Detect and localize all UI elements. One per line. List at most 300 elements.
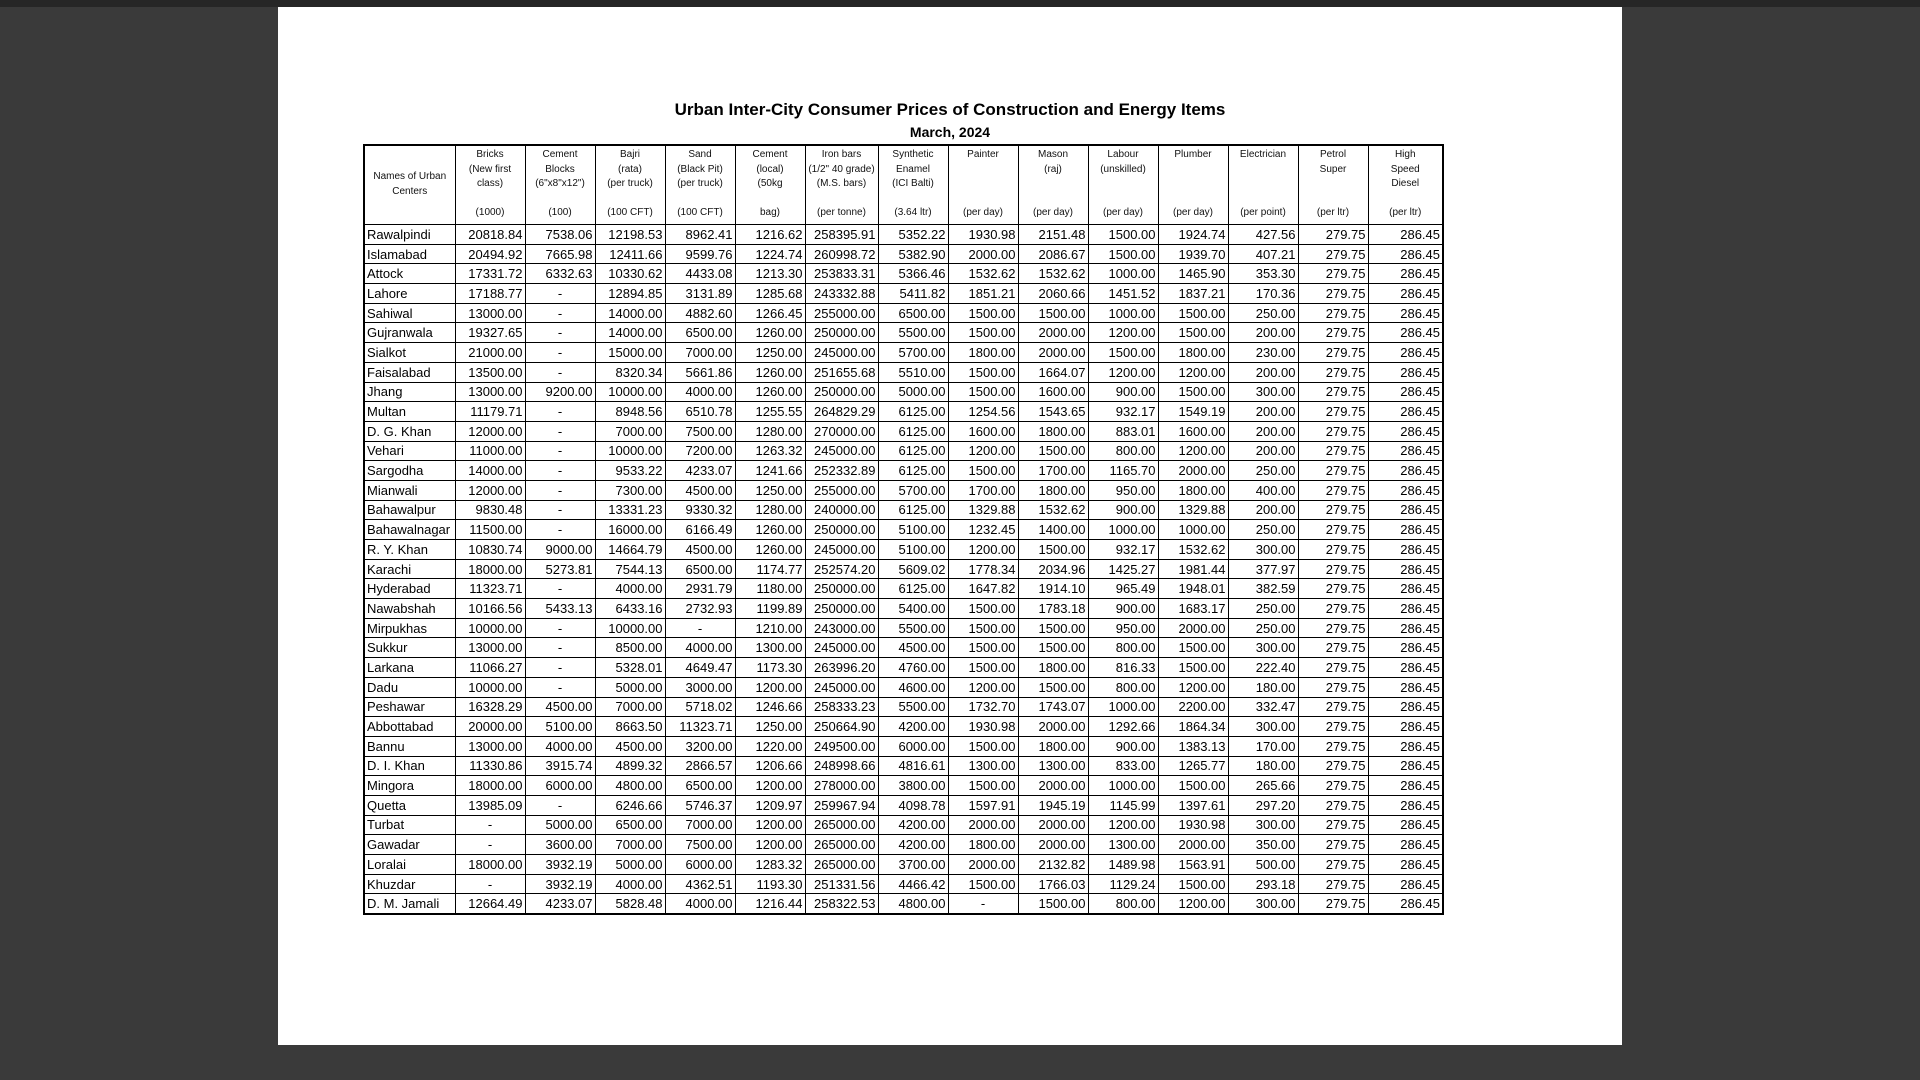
price-cell: 250.00 xyxy=(1228,461,1298,481)
price-cell: 1500.00 xyxy=(948,323,1018,343)
price-cell: 1200.00 xyxy=(1158,362,1228,382)
price-cell: 293.18 xyxy=(1228,874,1298,894)
price-cell: 5400.00 xyxy=(878,599,948,619)
price-cell: 20494.92 xyxy=(455,244,525,264)
price-cell: 258395.91 xyxy=(805,225,878,245)
price-cell: 222.40 xyxy=(1228,658,1298,678)
price-cell: 6500.00 xyxy=(665,323,735,343)
price-cell: 6125.00 xyxy=(878,579,948,599)
price-cell: 286.45 xyxy=(1368,815,1443,835)
price-cell: 16328.29 xyxy=(455,697,525,717)
table-row xyxy=(364,402,1443,422)
price-cell: 18000.00 xyxy=(455,776,525,796)
price-cell: 279.75 xyxy=(1298,599,1368,619)
price-cell: 5700.00 xyxy=(878,343,948,363)
column-header-line: Bajri xyxy=(619,149,640,160)
price-cell: 1129.24 xyxy=(1088,874,1158,894)
price-cell: 6000.00 xyxy=(878,736,948,756)
price-cell: 19327.65 xyxy=(455,323,525,343)
table-row xyxy=(364,303,1443,323)
column-header xyxy=(1228,145,1298,225)
price-cell: 1800.00 xyxy=(948,343,1018,363)
column-header-line: Synthetic xyxy=(892,149,934,160)
price-cell: 2151.48 xyxy=(1018,225,1088,245)
price-cell: - xyxy=(525,323,595,343)
price-cell: 10830.74 xyxy=(455,540,525,560)
column-unit: (per day) xyxy=(1172,207,1213,219)
price-cell: 1500.00 xyxy=(1088,225,1158,245)
column-header-line: (raj) xyxy=(1044,163,1062,175)
price-cell: 1265.77 xyxy=(1158,756,1228,776)
price-cell: 1200.00 xyxy=(1088,323,1158,343)
price-cell: - xyxy=(525,362,595,382)
price-cell: - xyxy=(525,480,595,500)
price-cell: - xyxy=(525,402,595,422)
price-cell: 279.75 xyxy=(1298,284,1368,304)
price-cell: 9330.32 xyxy=(665,500,735,520)
price-cell: 1500.00 xyxy=(1158,874,1228,894)
price-cell: 300.00 xyxy=(1228,540,1298,560)
price-cell: 12000.00 xyxy=(455,421,525,441)
price-cell: 1800.00 xyxy=(1158,343,1228,363)
price-cell: 1500.00 xyxy=(1018,303,1088,323)
price-cell: 1173.30 xyxy=(735,658,805,678)
price-cell: 279.75 xyxy=(1298,480,1368,500)
price-cell: 1500.00 xyxy=(1018,441,1088,461)
price-cell: 286.45 xyxy=(1368,579,1443,599)
price-cell: 7000.00 xyxy=(665,815,735,835)
price-cell: 7538.06 xyxy=(525,225,595,245)
price-cell: 286.45 xyxy=(1368,284,1443,304)
city-name-cell: Lahore xyxy=(364,284,455,304)
table-row xyxy=(364,480,1443,500)
price-cell: 13000.00 xyxy=(455,638,525,658)
price-cell: 6125.00 xyxy=(878,441,948,461)
price-cell: 1500.00 xyxy=(948,362,1018,382)
price-cell: 7000.00 xyxy=(595,421,665,441)
price-cell: 4600.00 xyxy=(878,677,948,697)
price-cell: 2000.00 xyxy=(1018,343,1088,363)
price-cell: 4233.07 xyxy=(665,461,735,481)
price-cell: 297.20 xyxy=(1228,795,1298,815)
price-cell: 2000.00 xyxy=(948,244,1018,264)
price-cell: - xyxy=(665,618,735,638)
price-cell: 1260.00 xyxy=(735,362,805,382)
city-name-cell: D. I. Khan xyxy=(364,756,455,776)
column-header xyxy=(948,145,1018,225)
price-cell: 1224.74 xyxy=(735,244,805,264)
price-cell: 286.45 xyxy=(1368,520,1443,540)
price-cell: 258333.23 xyxy=(805,697,878,717)
price-cell: 6125.00 xyxy=(878,461,948,481)
price-cell: 200.00 xyxy=(1228,441,1298,461)
price-cell: 4000.00 xyxy=(665,638,735,658)
price-cell: 3932.19 xyxy=(525,874,595,894)
price-cell: 245000.00 xyxy=(805,638,878,658)
price-cell: 1500.00 xyxy=(1158,382,1228,402)
table-row xyxy=(364,599,1443,619)
price-cell: 2000.00 xyxy=(948,815,1018,835)
price-cell: - xyxy=(525,500,595,520)
price-cell: 11323.71 xyxy=(665,717,735,737)
price-cell: 1000.00 xyxy=(1088,303,1158,323)
price-cell: 1800.00 xyxy=(1018,736,1088,756)
price-cell: 279.75 xyxy=(1298,402,1368,422)
document-title: Urban Inter-City Consumer Prices of Construction and Energy Items xyxy=(674,100,1226,119)
price-cell: 1837.21 xyxy=(1158,284,1228,304)
table-row xyxy=(364,264,1443,284)
table-row xyxy=(364,382,1443,402)
city-name-cell: Larkana xyxy=(364,658,455,678)
price-cell: - xyxy=(525,677,595,697)
price-cell: 1683.17 xyxy=(1158,599,1228,619)
price-cell: 5500.00 xyxy=(878,323,948,343)
city-name-cell: D. M. Jamali xyxy=(364,894,455,914)
price-cell: 1500.00 xyxy=(948,303,1018,323)
price-cell: 800.00 xyxy=(1088,677,1158,697)
price-cell: 950.00 xyxy=(1088,618,1158,638)
column-header xyxy=(735,145,805,225)
city-name-cell: Mingora xyxy=(364,776,455,796)
price-cell: 251655.68 xyxy=(805,362,878,382)
price-cell: 13500.00 xyxy=(455,362,525,382)
price-cell: 1500.00 xyxy=(948,736,1018,756)
column-header-line: Speed xyxy=(1390,163,1420,175)
column-header-line: (New first xyxy=(468,163,512,175)
price-cell: 279.75 xyxy=(1298,343,1368,363)
price-cell: 252332.89 xyxy=(805,461,878,481)
table-row xyxy=(364,894,1443,914)
price-cell: 1500.00 xyxy=(948,658,1018,678)
price-cell: 14000.00 xyxy=(595,303,665,323)
price-cell: 1216.44 xyxy=(735,894,805,914)
price-cell: 10000.00 xyxy=(455,618,525,638)
price-cell: 5000.00 xyxy=(878,382,948,402)
table-row xyxy=(364,362,1443,382)
price-cell: 278000.00 xyxy=(805,776,878,796)
price-cell: 3700.00 xyxy=(878,855,948,875)
price-cell: 1783.18 xyxy=(1018,599,1088,619)
price-cell: 1600.00 xyxy=(1158,421,1228,441)
price-cell: 1200.00 xyxy=(1158,441,1228,461)
price-cell: 4500.00 xyxy=(665,540,735,560)
price-cell: 4899.32 xyxy=(595,756,665,776)
price-cell: 1597.91 xyxy=(948,795,1018,815)
price-cell: 279.75 xyxy=(1298,520,1368,540)
price-cell: 1000.00 xyxy=(1088,697,1158,717)
price-cell: 279.75 xyxy=(1298,540,1368,560)
price-cell: 1800.00 xyxy=(1158,480,1228,500)
column-header-line: (ICI Balti) xyxy=(892,178,934,190)
price-cell: 7544.13 xyxy=(595,559,665,579)
price-cell: 1255.55 xyxy=(735,402,805,422)
column-header-line: Cement xyxy=(542,149,578,160)
price-cell: 1216.62 xyxy=(735,225,805,245)
price-cell: 1206.66 xyxy=(735,756,805,776)
price-cell: 243332.88 xyxy=(805,284,878,304)
price-cell: 8663.50 xyxy=(595,717,665,737)
price-cell: 1500.00 xyxy=(1158,776,1228,796)
price-cell: 350.00 xyxy=(1228,835,1298,855)
price-cell: 264829.29 xyxy=(805,402,878,422)
price-cell: 286.45 xyxy=(1368,756,1443,776)
table-row xyxy=(364,638,1443,658)
city-name-cell: Multan xyxy=(364,402,455,422)
price-cell: 4816.61 xyxy=(878,756,948,776)
price-cell: 279.75 xyxy=(1298,874,1368,894)
table-body xyxy=(364,225,1443,915)
column-header-line: Cement xyxy=(752,149,788,160)
price-cell: 7000.00 xyxy=(595,835,665,855)
price-cell: 250000.00 xyxy=(805,520,878,540)
price-cell: 9000.00 xyxy=(525,540,595,560)
price-cell: 1200.00 xyxy=(948,540,1018,560)
price-cell: 200.00 xyxy=(1228,500,1298,520)
price-cell: 900.00 xyxy=(1088,500,1158,520)
price-cell: 1766.03 xyxy=(1018,874,1088,894)
price-cell: 4649.47 xyxy=(665,658,735,678)
price-cell: 2000.00 xyxy=(1158,461,1228,481)
price-cell: 1532.62 xyxy=(1018,264,1088,284)
column-header-line: (1/2" 40 grade) xyxy=(808,163,875,175)
price-cell: 5100.00 xyxy=(525,717,595,737)
price-cell: 932.17 xyxy=(1088,540,1158,560)
price-cell: 286.45 xyxy=(1368,540,1443,560)
price-cell: 1200.00 xyxy=(1158,894,1228,914)
price-cell: - xyxy=(525,638,595,658)
price-cell: 12000.00 xyxy=(455,480,525,500)
price-cell: 1246.66 xyxy=(735,697,805,717)
price-cell: 16000.00 xyxy=(595,520,665,540)
price-cell: 5433.13 xyxy=(525,599,595,619)
price-cell: 3600.00 xyxy=(525,835,595,855)
price-cell: 250000.00 xyxy=(805,599,878,619)
prices-table xyxy=(363,144,1444,915)
price-cell: 21000.00 xyxy=(455,343,525,363)
price-cell: 1300.00 xyxy=(1018,756,1088,776)
price-cell: 265000.00 xyxy=(805,835,878,855)
price-cell: 5000.00 xyxy=(525,815,595,835)
price-cell: 7665.98 xyxy=(525,244,595,264)
price-cell: 1543.65 xyxy=(1018,402,1088,422)
price-cell: 1260.00 xyxy=(735,520,805,540)
price-cell: - xyxy=(525,441,595,461)
column-unit: (per day) xyxy=(962,207,1003,219)
price-cell: 800.00 xyxy=(1088,894,1158,914)
table-row xyxy=(364,579,1443,599)
price-cell: 250664.90 xyxy=(805,717,878,737)
price-cell: 1209.97 xyxy=(735,795,805,815)
price-cell: 1664.07 xyxy=(1018,362,1088,382)
table-row xyxy=(364,540,1443,560)
city-name-cell: Sargodha xyxy=(364,461,455,481)
price-cell: 286.45 xyxy=(1368,500,1443,520)
price-cell: 1914.10 xyxy=(1018,579,1088,599)
price-cell: 286.45 xyxy=(1368,323,1443,343)
price-cell: 1241.66 xyxy=(735,461,805,481)
price-cell: 1500.00 xyxy=(948,874,1018,894)
city-name-cell: D. G. Khan xyxy=(364,421,455,441)
price-cell: 1532.62 xyxy=(1158,540,1228,560)
table-row xyxy=(364,717,1443,737)
table-row xyxy=(364,618,1443,638)
table-row xyxy=(364,225,1443,245)
price-cell: 10000.00 xyxy=(595,382,665,402)
price-cell: 1500.00 xyxy=(948,382,1018,402)
price-cell: 4098.78 xyxy=(878,795,948,815)
price-cell: 259967.94 xyxy=(805,795,878,815)
price-cell: 2000.00 xyxy=(1018,776,1088,796)
price-cell: 13000.00 xyxy=(455,736,525,756)
column-unit: (3.64 ltr) xyxy=(894,207,932,219)
price-cell: 5352.22 xyxy=(878,225,948,245)
price-cell: 263996.20 xyxy=(805,658,878,678)
price-cell: - xyxy=(455,835,525,855)
price-cell: 279.75 xyxy=(1298,461,1368,481)
price-cell: 3932.19 xyxy=(525,855,595,875)
price-cell: 6433.16 xyxy=(595,599,665,619)
price-cell: 1200.00 xyxy=(735,835,805,855)
table-row xyxy=(364,736,1443,756)
table-row xyxy=(364,658,1443,678)
price-cell: 286.45 xyxy=(1368,402,1443,422)
price-cell: 2034.96 xyxy=(1018,559,1088,579)
price-cell: 5000.00 xyxy=(595,855,665,875)
column-header-line: (unskilled) xyxy=(1100,163,1146,175)
price-cell: 286.45 xyxy=(1368,835,1443,855)
price-cell: 1280.00 xyxy=(735,421,805,441)
price-cell: 1329.88 xyxy=(1158,500,1228,520)
price-cell: 230.00 xyxy=(1228,343,1298,363)
city-name-cell: Abbottabad xyxy=(364,717,455,737)
price-cell: 279.75 xyxy=(1298,500,1368,520)
price-cell: 4200.00 xyxy=(878,835,948,855)
price-cell: 1292.66 xyxy=(1088,717,1158,737)
price-cell: 20000.00 xyxy=(455,717,525,737)
price-cell: 6246.66 xyxy=(595,795,665,815)
price-cell: 13331.23 xyxy=(595,500,665,520)
price-cell: 1532.62 xyxy=(948,264,1018,284)
city-name-cell: Sialkot xyxy=(364,343,455,363)
column-unit: (100) xyxy=(548,207,572,219)
price-cell: 13000.00 xyxy=(455,382,525,402)
price-cell: 9830.48 xyxy=(455,500,525,520)
price-cell: 1532.62 xyxy=(1018,500,1088,520)
price-cell: 7200.00 xyxy=(665,441,735,461)
price-cell: 286.45 xyxy=(1368,618,1443,638)
price-cell: 5510.00 xyxy=(878,362,948,382)
price-cell: 4500.00 xyxy=(878,638,948,658)
price-cell: 1280.00 xyxy=(735,500,805,520)
table-row xyxy=(364,284,1443,304)
price-cell: 1260.00 xyxy=(735,323,805,343)
price-cell: 1930.98 xyxy=(948,225,1018,245)
price-cell: 5500.00 xyxy=(878,618,948,638)
price-cell: 7000.00 xyxy=(595,697,665,717)
price-cell: 286.45 xyxy=(1368,658,1443,678)
price-cell: 5500.00 xyxy=(878,697,948,717)
price-cell: 250.00 xyxy=(1228,520,1298,540)
price-cell: 1250.00 xyxy=(735,717,805,737)
price-cell: 14000.00 xyxy=(455,461,525,481)
price-cell: 17188.77 xyxy=(455,284,525,304)
price-cell: 6125.00 xyxy=(878,402,948,422)
price-cell: 1400.00 xyxy=(1018,520,1088,540)
price-cell: 900.00 xyxy=(1088,736,1158,756)
price-cell: - xyxy=(525,343,595,363)
price-cell: 4800.00 xyxy=(878,894,948,914)
price-cell: 1939.70 xyxy=(1158,244,1228,264)
column-header xyxy=(455,145,525,225)
price-cell: 1500.00 xyxy=(1088,244,1158,264)
table-header xyxy=(364,145,1443,225)
price-cell: 286.45 xyxy=(1368,441,1443,461)
price-cell: 279.75 xyxy=(1298,855,1368,875)
price-cell: 286.45 xyxy=(1368,303,1443,323)
price-cell: 427.56 xyxy=(1228,225,1298,245)
viewer-top-bar xyxy=(0,0,1920,7)
city-name-cell: Gawadar xyxy=(364,835,455,855)
price-cell: 2000.00 xyxy=(1018,717,1088,737)
price-cell: 200.00 xyxy=(1228,402,1298,422)
price-cell: 250.00 xyxy=(1228,303,1298,323)
column-unit: (1000) xyxy=(475,207,505,219)
price-cell: 1451.52 xyxy=(1088,284,1158,304)
price-cell: 9533.22 xyxy=(595,461,665,481)
table-row xyxy=(364,697,1443,717)
price-cell: 180.00 xyxy=(1228,756,1298,776)
price-cell: 1732.70 xyxy=(948,697,1018,717)
price-cell: 279.75 xyxy=(1298,323,1368,343)
price-cell: 382.59 xyxy=(1228,579,1298,599)
header-row xyxy=(364,145,1443,225)
price-cell: 1000.00 xyxy=(1088,776,1158,796)
table-row xyxy=(364,441,1443,461)
price-cell: 1500.00 xyxy=(948,638,1018,658)
price-cell: 1200.00 xyxy=(1158,677,1228,697)
price-cell: - xyxy=(525,618,595,638)
table-row xyxy=(364,776,1443,796)
price-cell: 286.45 xyxy=(1368,776,1443,796)
column-header xyxy=(665,145,735,225)
price-cell: 300.00 xyxy=(1228,894,1298,914)
price-cell: 5328.01 xyxy=(595,658,665,678)
price-cell: 1174.77 xyxy=(735,559,805,579)
price-cell: 245000.00 xyxy=(805,441,878,461)
price-cell: 270000.00 xyxy=(805,421,878,441)
column-header-line: Labour xyxy=(1107,149,1139,160)
price-cell: 883.01 xyxy=(1088,421,1158,441)
price-cell: 8500.00 xyxy=(595,638,665,658)
price-cell: 6500.00 xyxy=(665,559,735,579)
price-cell: 250000.00 xyxy=(805,323,878,343)
price-cell: 1000.00 xyxy=(1158,520,1228,540)
price-cell: 286.45 xyxy=(1368,795,1443,815)
price-cell: 286.45 xyxy=(1368,874,1443,894)
price-cell: 1300.00 xyxy=(735,638,805,658)
price-cell: 2000.00 xyxy=(1018,815,1088,835)
price-cell: 1425.27 xyxy=(1088,559,1158,579)
price-cell: 1945.19 xyxy=(1018,795,1088,815)
price-cell: 377.97 xyxy=(1228,559,1298,579)
price-cell: 1180.00 xyxy=(735,579,805,599)
price-cell: 500.00 xyxy=(1228,855,1298,875)
price-cell: 5828.48 xyxy=(595,894,665,914)
price-cell: 279.75 xyxy=(1298,677,1368,697)
price-cell: 5609.02 xyxy=(878,559,948,579)
price-cell: 11179.71 xyxy=(455,402,525,422)
price-cell: 1549.19 xyxy=(1158,402,1228,422)
